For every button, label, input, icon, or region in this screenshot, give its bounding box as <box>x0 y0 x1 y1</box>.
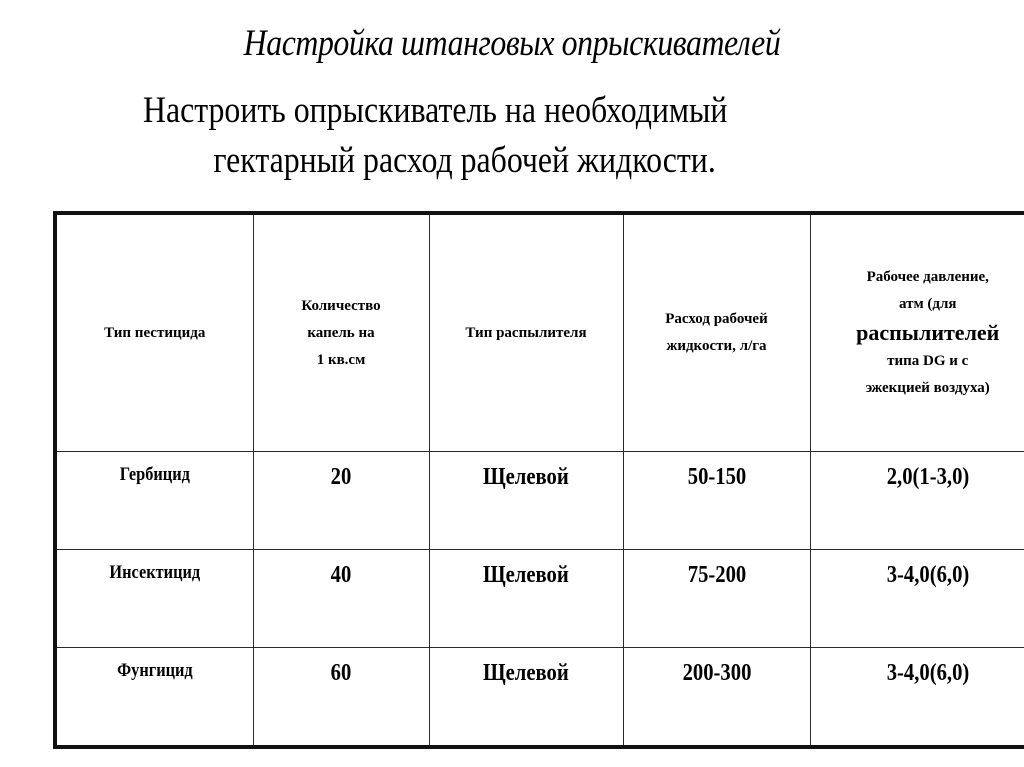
slide-subtitle <box>143 86 727 186</box>
header-nozzle-type: Тип распылителя <box>429 213 623 452</box>
table-row <box>55 648 1024 748</box>
cell-flow: 50-150 <box>623 452 810 550</box>
cell-pressure: 3-4,0(6,0) <box>810 550 1024 648</box>
cell-drops: 60 <box>253 648 429 748</box>
cell-flow: 200-300 <box>623 648 810 748</box>
header-liquid-flow: Расход рабочей жидкости, л/га <box>623 213 810 452</box>
cell-pesticide: Инсектицид <box>55 550 253 648</box>
cell-pesticide: Гербицид <box>55 452 253 550</box>
cell-nozzle: Щелевой <box>429 648 623 748</box>
header-pesticide-type: Тип пестицида <box>55 213 253 452</box>
table-header-row <box>55 213 1024 452</box>
cell-nozzle: Щелевой <box>429 550 623 648</box>
cell-drops: 20 <box>253 452 429 550</box>
table-row <box>55 452 1024 550</box>
header-drops-per-cm2: Количество капель на 1 кв.см <box>253 213 429 452</box>
header-working-pressure: Рабочее давление, атм (для распылителей типа DG и с эжекцией воздуха) <box>810 213 1024 452</box>
cell-pressure: 2,0(1-3,0) <box>810 452 1024 550</box>
sprayer-settings-table <box>53 211 1024 749</box>
slide-title: Настройка штанговых опрыскивателей <box>243 23 781 64</box>
table-row <box>55 550 1024 648</box>
subtitle-line-1: Настроить опрыскиватель на необходимый <box>143 90 728 131</box>
cell-nozzle: Щелевой <box>429 452 623 550</box>
cell-drops: 40 <box>253 550 429 648</box>
cell-pesticide: Фунгицид <box>55 648 253 748</box>
cell-pressure: 3-4,0(6,0) <box>810 648 1024 748</box>
subtitle-line-2: гектарный расход рабочей жидкости. <box>213 140 716 181</box>
cell-flow: 75-200 <box>623 550 810 648</box>
